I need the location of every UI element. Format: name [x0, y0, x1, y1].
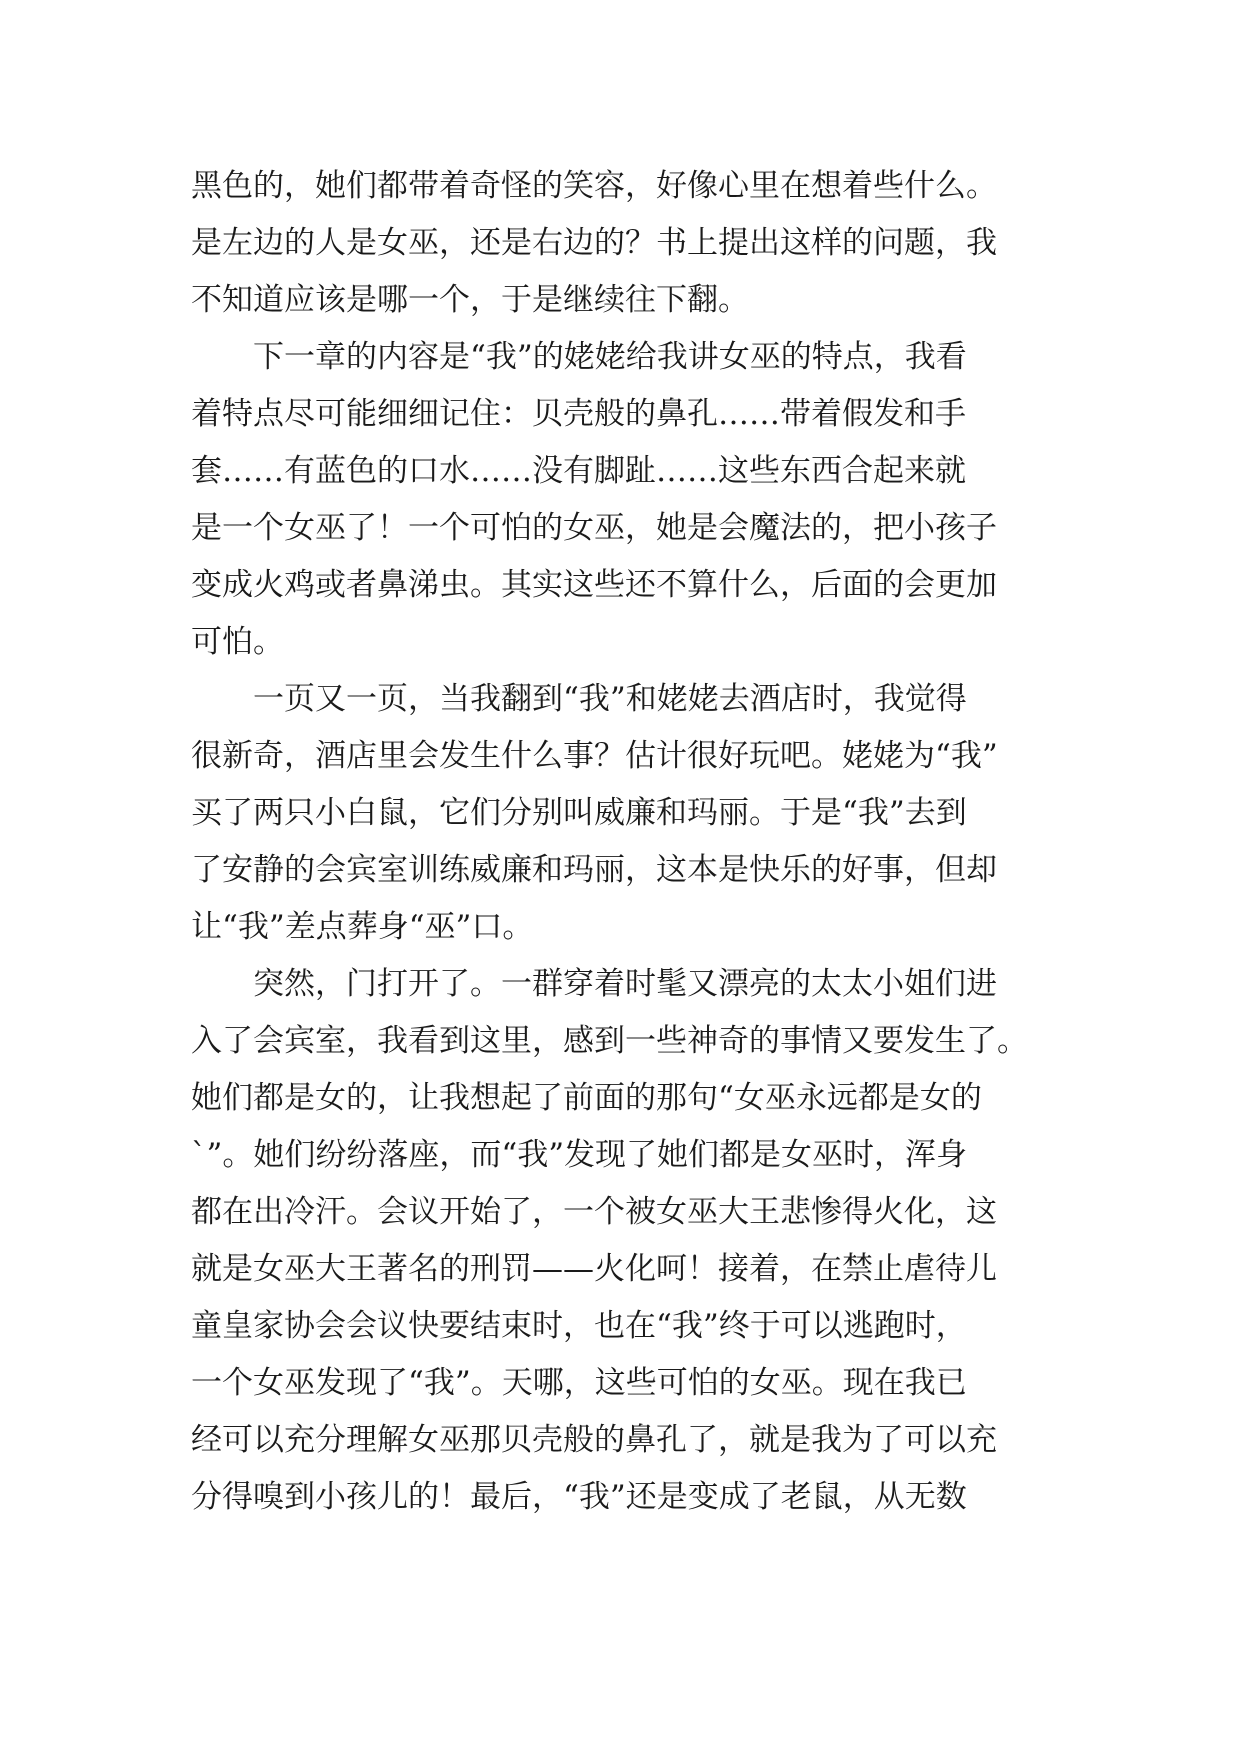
text-line: 经可以充分理解女巫那贝壳般的鼻孔了，就是我为了可以充 — [191, 1422, 997, 1458]
text-line: 买了两只小白鼠，它们分别叫威廉和玛丽。于是“我”去到 — [191, 795, 967, 831]
text-line: 她们都是女的，让我想起了前面的那句“女巫永远都是女的 — [191, 1080, 982, 1116]
text-line: 很新奇，酒店里会发生什么事？估计很好玩吧。姥姥为“我” — [191, 738, 998, 774]
text-line: 就是女巫大王著名的刑罚——火化呵！接着，在禁止虐待儿 — [191, 1251, 997, 1287]
text-line: 都在出冷汗。会议开始了，一个被女巫大王悲惨得火化，这 — [191, 1194, 997, 1230]
text-line: 黑色的，她们都带着奇怪的笑容，好像心里在想着些什么。 — [191, 168, 997, 204]
text-line: 不知道应该是哪一个，于是继续往下翻。 — [191, 282, 749, 318]
text-line: 可怕。 — [191, 624, 284, 660]
text-line: 让“我”差点葬身“巫”口。 — [191, 909, 534, 945]
text-line: 一页又一页，当我翻到“我”和姥姥去酒店时，我觉得 — [191, 681, 967, 717]
text-line: 入了会宾室，我看到这里，感到一些神奇的事情又要发生了。 — [191, 1023, 1028, 1059]
text-line: 是一个女巫了！一个可怕的女巫，她是会魔法的，把小孩子 — [191, 510, 997, 546]
text-line: 分得嗅到小孩儿的！最后，“我”还是变成了老鼠，从无数 — [191, 1479, 967, 1515]
text-line: 套……有蓝色的口水……没有脚趾……这些东西合起来就 — [191, 453, 966, 489]
text-line: 童皇家协会会议快要结束时，也在“我”终于可以逃跑时， — [191, 1308, 967, 1344]
text-line: 一个女巫发现了“我”。天哪，这些可怕的女巫。现在我已 — [191, 1365, 967, 1401]
text-line: 了安静的会宾室训练威廉和玛丽，这本是快乐的好事，但却 — [191, 852, 997, 888]
text-line: `”。她们纷纷落座，而“我”发现了她们都是女巫时，浑身 — [191, 1137, 968, 1173]
text-line: 突然，门打开了。一群穿着时髦又漂亮的太太小姐们进 — [191, 966, 997, 1002]
body-text — [191, 158, 1071, 1526]
text-line: 下一章的内容是“我”的姥姥给我讲女巫的特点，我看 — [191, 339, 967, 375]
text-line: 是左边的人是女巫，还是右边的？书上提出这样的问题，我 — [191, 225, 997, 261]
text-line: 着特点尽可能细细记住：贝壳般的鼻孔……带着假发和手 — [191, 396, 966, 432]
text-line: 变成火鸡或者鼻涕虫。其实这些还不算什么，后面的会更加 — [191, 567, 997, 603]
